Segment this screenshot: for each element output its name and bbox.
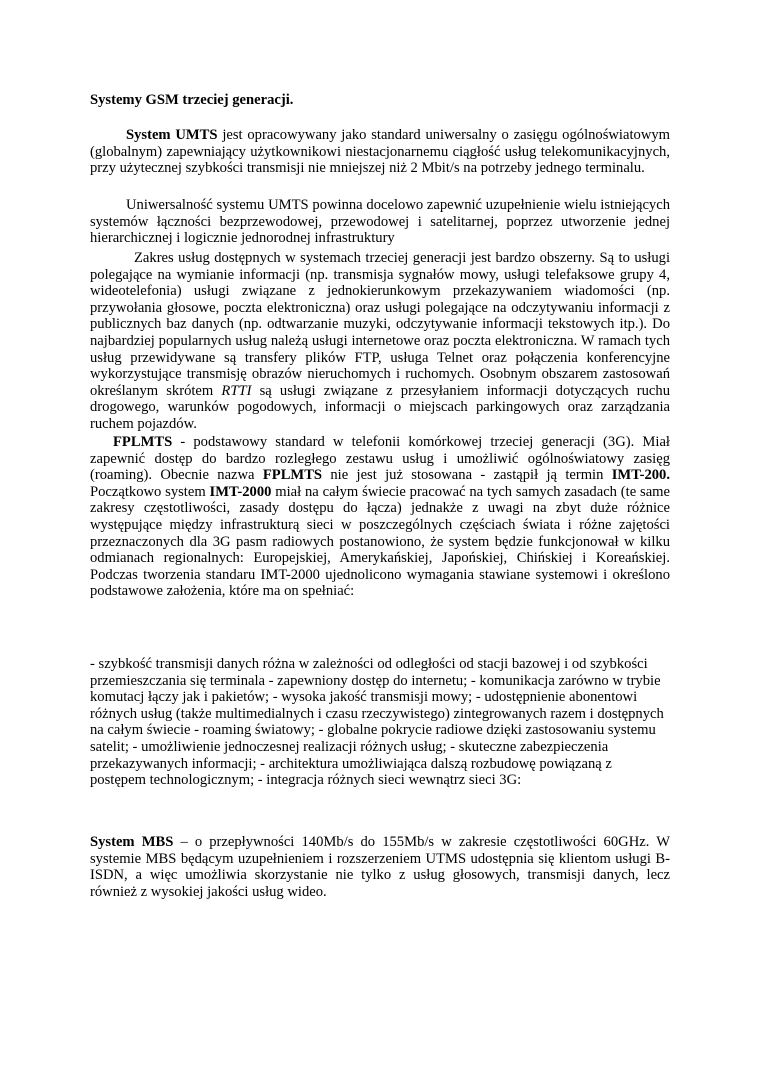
services-text-a: Zakres usług dostępnych w systemach trzeciej generacji jest bardzo obszerny. Są to usługi polegające na wymianie informacji (np. transmisja sygnałów mowy, usługi telefaksowe grupy 4, wideotelefonia) usługi związane z jednokierunkowym przekazywaniem wiadomości (np. przywołania głosowe, poczta elektroniczna) oraz usługi polegające na odczytywaniu informacji z publicznych baz danych (np. odtwarzanie muzyki, odczytywanie informacji tekstowych itp.). Do najbardziej popularnych usług należą usługi internetowe oraz poczta elektroniczna. W ramach tych usług przewidywane są transfery plików FTP, usługa Telnet oraz połączenia konferencyjne wykorzystujące transmisję obrazów nieruchomych i ruchomych. Osobnym obszarem zastosowań określanym skrótem	[90, 250, 670, 399]
requirements-paragraph: - szybkość transmisji danych różna w zależności od odległości od stacji bazowej i od szybkości przemieszczania się terminala - zapewniony dostęp do internetu; - komunikacja zarówno w trybie komutacj łączy jak i pakietów; - wysoka jakość transmisji mowy; - udostępnienie abonentowi różnych usług (także multimedialnych i czasu rzeczywistego) zintegrowanych razem i dostępnych na całym świecie - roaming światowy; - globalne pokrycie radiowe dzięki zastosowaniu systemu satelit; - umożliwienie jednoczesnej realizacji różnych usług; - skuteczne zabezpieczenia przekazywanych informacji; - architektura umożliwiająca dalszą rozbudowę powiązaną z postępem technologicznym; - integracja różnych sieci wewnątrz sieci 3G:	[90, 656, 664, 789]
umts-paragraph-2	[90, 197, 670, 247]
document-title: Systemy GSM trzeciej generacji.	[90, 92, 294, 108]
umts-text-1: jest opracowywany jako standard uniwersalny o zasięgu ogólnoświatowym (globalnym) zapewniający użytkownikowi niestacjonarnemu ciągłość usług telekomunikacyjnych, przy użytecznej szybkości transmisji nie mniejszej niż 2 Mbit/s na potrzeby jednego terminalu.	[90, 127, 671, 177]
fplmts-text-1: - podstawowy standard w telefonii komórkowej trzeciej generacji (3G). Miał zapewnić dostęp do bardzo rozległego zestawu usług i umożliwić ogólnoświatowy zasięg (roaming). Obecnie nazwa	[90, 434, 670, 484]
mbs-text: – o przepływności 140Mb/s do 155Mb/s w zakresie częstotliwości 60GHz. W systemie MBS będącym uzupełnieniem i rozszerzeniem UTMS udostępnia się klientom usługi B-ISDN, a więc umożliwia skorzystanie nie tylko z usług głosowych, transmisji danych, lecz również z wysokiej jakości usług wideo.	[90, 834, 670, 900]
fplmts-label: FPLMTS	[113, 434, 173, 450]
imt-200-label: IMT-200.	[611, 467, 670, 484]
imt-2000-label: IMT-2000	[209, 483, 272, 500]
mbs-label: System MBS	[90, 834, 174, 850]
umts-text-2: Uniwersalność systemu UMTS powinna docelowo zapewnić uzupełnienie wielu istniejących systemów łączności bezprzewodowej, przewodowej i satelitarnej, poprzez utworzenie jednej hierarchicznej i logicznie jednorodnej infrastruktury	[90, 197, 670, 247]
rtti-term: RTTI	[221, 382, 252, 399]
umts-paragraph-1	[90, 127, 670, 177]
fplmts-label-2: FPLMTS	[262, 467, 323, 484]
fplmts-text-4: miał na całym świecie pracować na tych samych zasadach (te same zakresy częstotliwości, zasady dostępu do łącza) jednakże z uwagi na zbyt duże różnice występujące między infrastrukturą sieci w poszczególnych częściach świata i różne zajętości przeznaczonych dla 3G pasm radiowych postanowiono, że system będzie funkcjonował w kilku odmianach regionalnych: Europejskiej, Amerykańskiej, Japońskiej, Chińskiej i Koreańskiej. Podczas tworzenia standaru IMT-2000 ujednolicono wymagania stawiane systemowi i określono podstawowe założenia, które ma on spełniać:	[90, 483, 670, 600]
mbs-paragraph	[90, 834, 670, 900]
fplmts-text-3: Początkowo system	[90, 483, 210, 500]
fplmts-paragraph	[90, 434, 670, 600]
services-text-b: są usługi związane z przesyłaniem informacji dotyczących ruchu drogowego, warunków pogodowych, informacji o miejscach parkingowych oraz zarządzania ruchem pojazdów.	[90, 382, 670, 432]
services-paragraph	[90, 250, 670, 433]
fplmts-text-2: nie jest już stosowana - zastąpił ją termin	[322, 467, 612, 484]
umts-label: System UMTS	[126, 127, 218, 143]
